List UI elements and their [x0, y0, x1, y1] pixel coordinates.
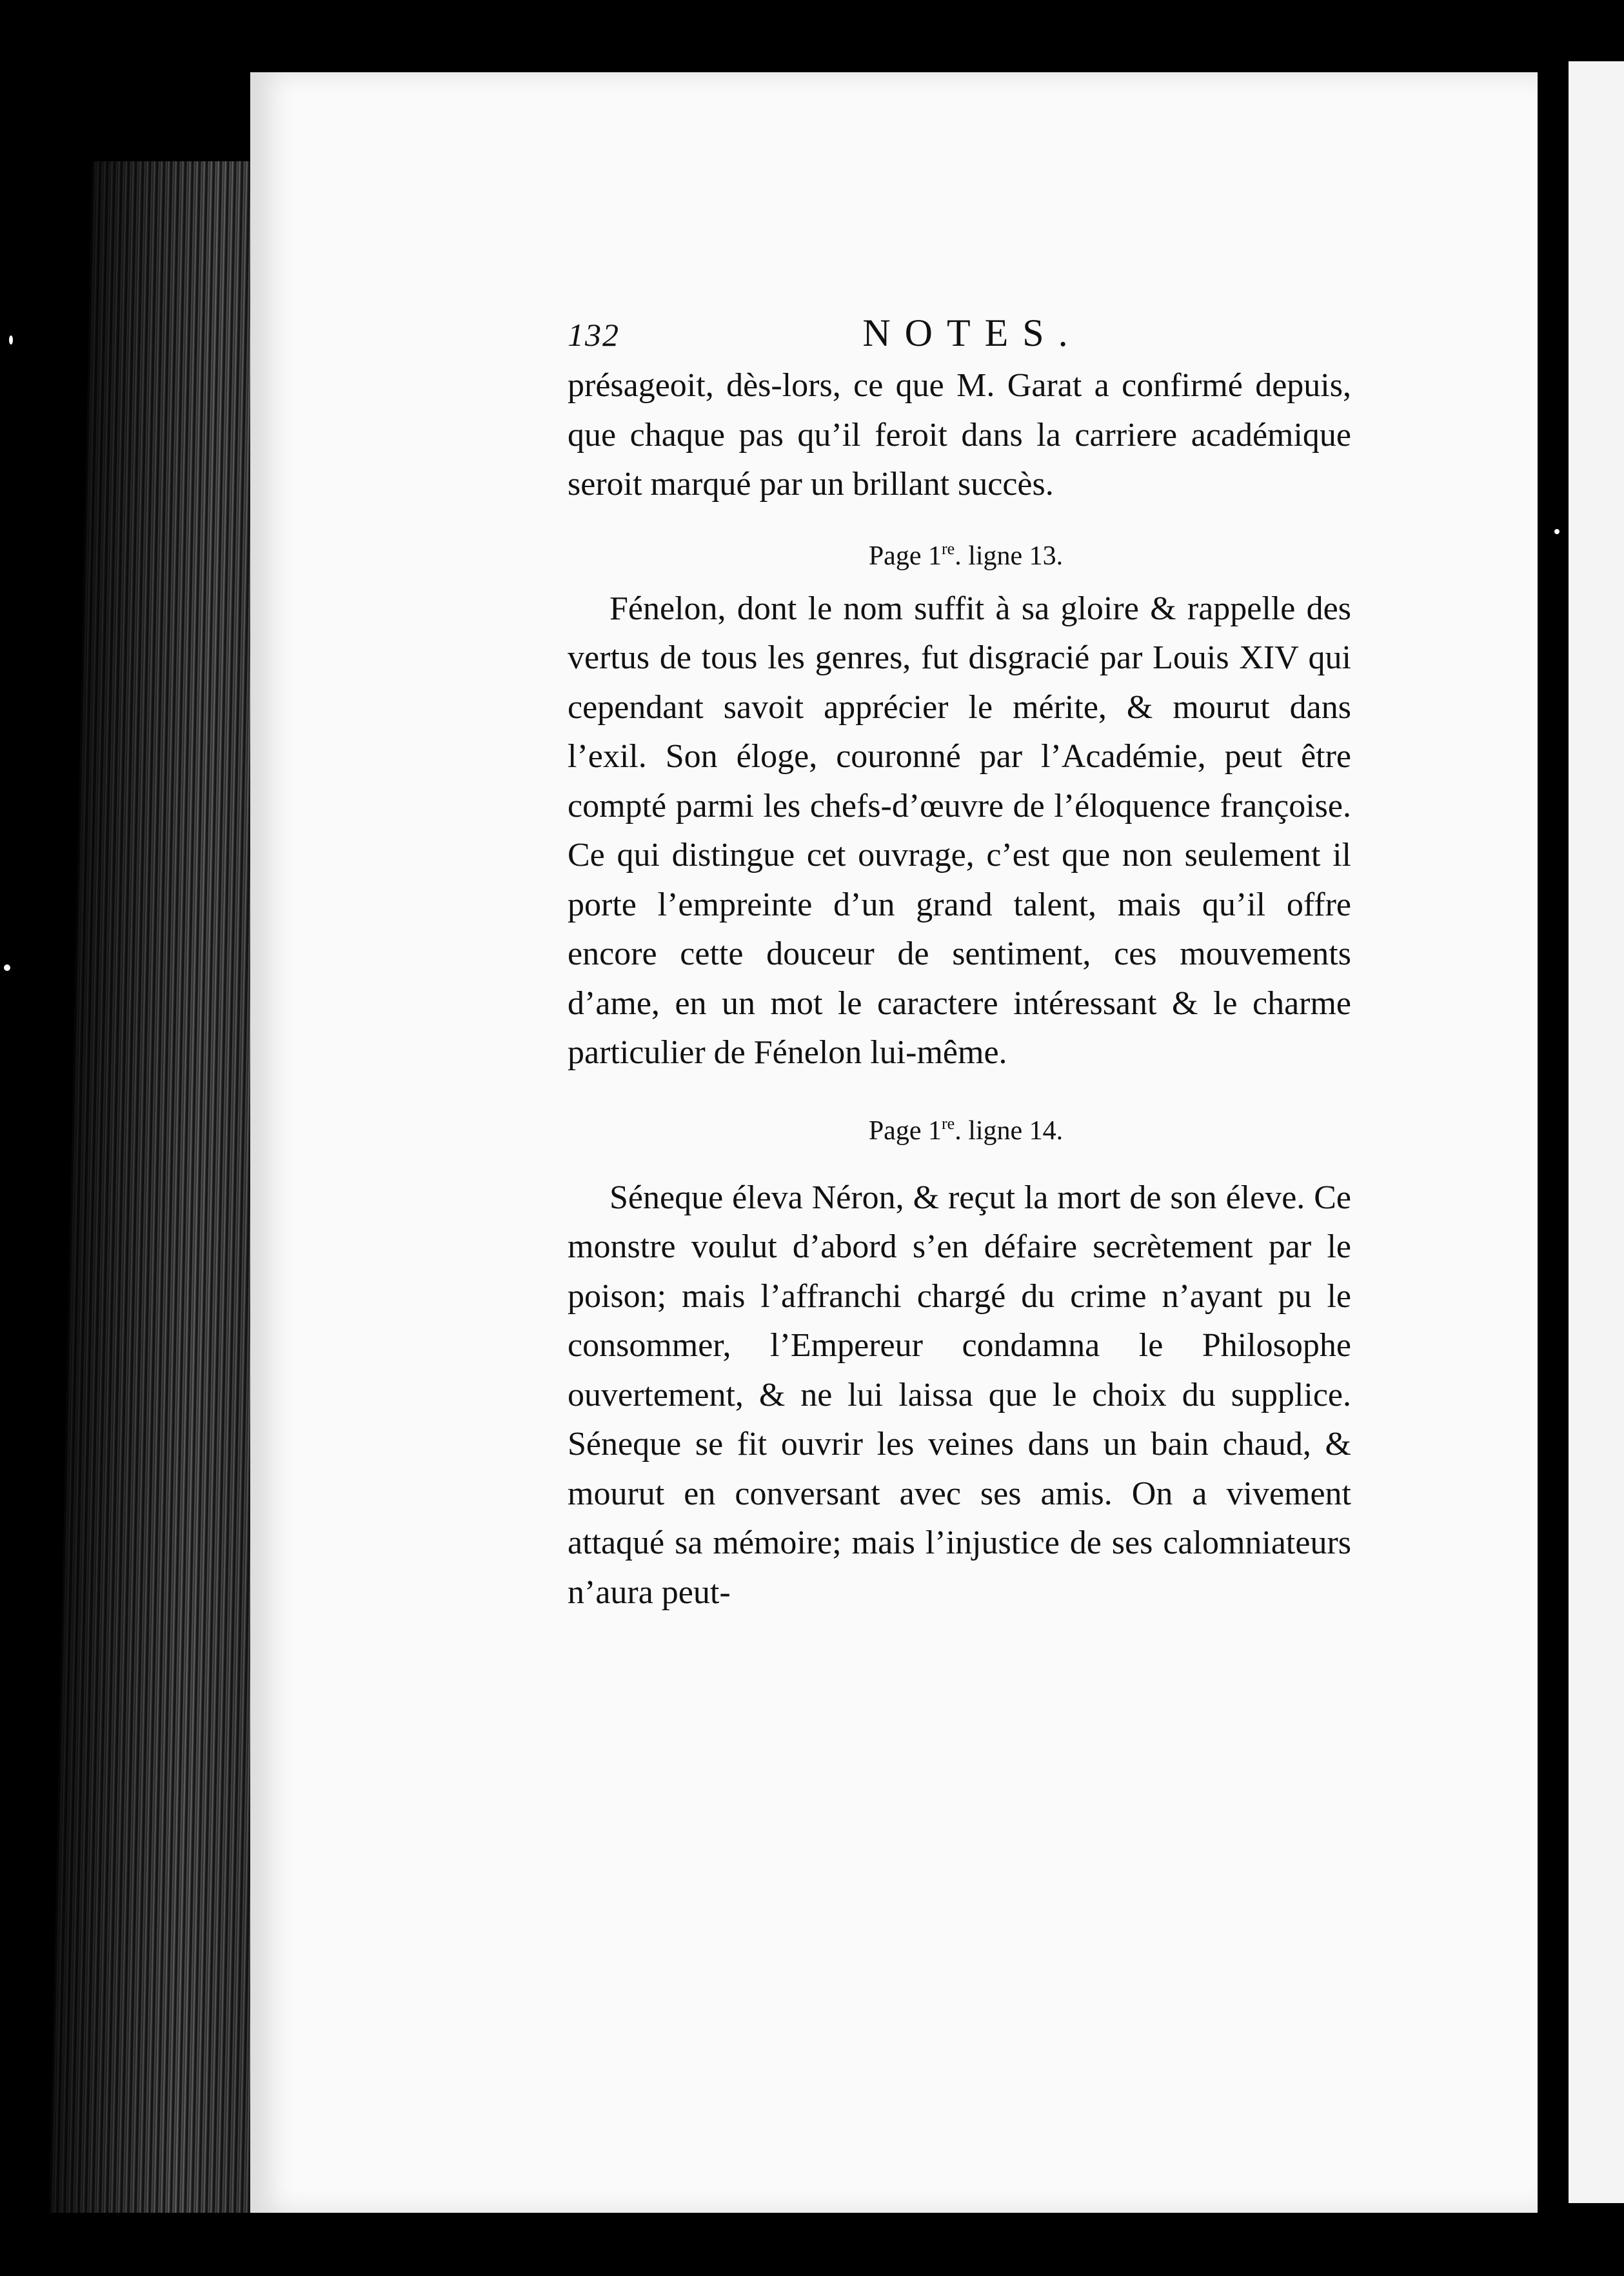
- page-number: 132: [568, 317, 620, 353]
- text-block: [568, 303, 1351, 1617]
- page-ref-line: . ligne 14.: [955, 1115, 1064, 1146]
- scan-speck: [9, 335, 13, 344]
- facing-page-edge: [1569, 61, 1624, 2203]
- page-gutter: [1545, 72, 1564, 2213]
- note-paragraph-fenelon: Fénelon, dont le nom suffit à sa gloire & rappelle des vertus de tous les genres, fut disgracié par Louis XIV qui cependant savoit apprécier le mérite, & mourut dans l’exil. Son éloge, couronné par l’Académie, peut être compté parmi les chefs-d’œuvre de l’éloquence françoise. Ce qui distingue cet ouvrage, c’est que non seulement il porte l’empreinte d’un grand talent, mais qu’il offre encore cette douceur de sentiment, ces mouvements d’ame, en un mot le caractere intéressant & le charme particulier de Fénelon lui-même.: [568, 590, 1351, 1071]
- page-ref-superscript: re: [941, 539, 955, 558]
- running-title: NOTES.: [862, 312, 1082, 354]
- scan-speck: [4, 964, 10, 971]
- page-reference-heading: [568, 537, 1351, 575]
- continuation-paragraph: présageoit, dès-lors, ce que M. Garat a confirmé depuis, que chaque pas qu’il feroit dans la carriere académique seroit marqué par un brillant succès.: [568, 367, 1351, 503]
- running-head: [568, 303, 1351, 361]
- note-paragraph-seneque: Séneque éleva Néron, & reçut la mort de son éleve. Ce monstre voulut d’abord s’en défaire secrètement par le poison; mais l’affranchi chargé du crime n’ayant pu le consommer, l’Empereur condamna le Philosophe ouvertement, & ne lui laissa que le choix du supplice. Séneque se fit ouvrir les veines dans un bain chaud, & mourut en conversant avec ses amis. On a vivement attaqué sa mémoire; mais l’injustice de ses calomniateurs n’aura peut-: [568, 1179, 1351, 1611]
- scan-speck: [1554, 529, 1560, 534]
- page-reference-heading: [568, 1112, 1351, 1150]
- page-ref-label: Page 1: [868, 541, 942, 571]
- page-ref-label: Page 1: [868, 1115, 942, 1146]
- page-ref-line: . ligne 13.: [955, 541, 1064, 571]
- page-ref-superscript: re: [941, 1113, 955, 1133]
